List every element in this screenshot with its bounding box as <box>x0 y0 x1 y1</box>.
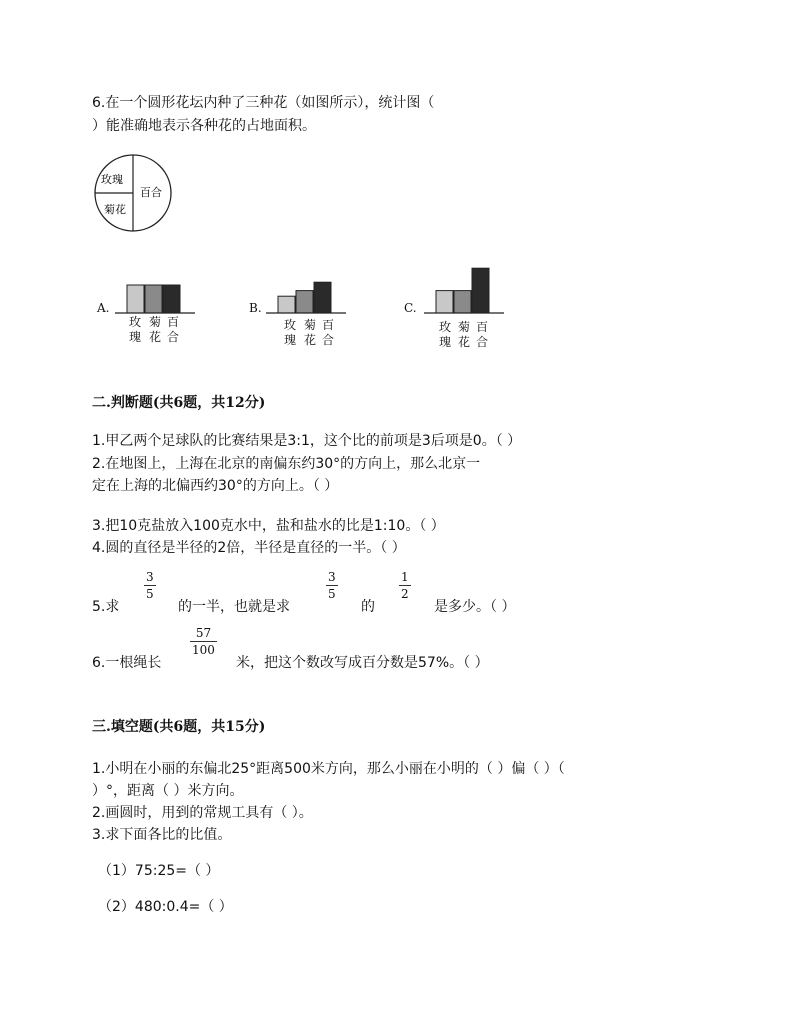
s2-q5-fraction3 <box>399 570 411 601</box>
s3-q3-sub1: （1）75:25=（ ） <box>98 863 220 879</box>
option-a-cat-chrysanthemum: 菊花 <box>148 315 161 344</box>
s3-q3: 3.求下面各比的比值。 <box>92 827 232 843</box>
fraction-numerator: 1 <box>401 570 409 584</box>
fraction-bar <box>144 585 156 586</box>
pie-label-rose: 玫瑰 <box>101 173 123 186</box>
s2-q2-line2: 定在上海的北偏西约30°的方向上。（ ） <box>92 478 339 494</box>
q6-text-line2: ）能准确地表示各种花的占地面积。 <box>92 118 316 134</box>
fraction-bar <box>326 585 338 586</box>
s3-q2: 2.画圆时，用到的常规工具有（ ）。 <box>92 805 313 821</box>
option-c-bar-3 <box>472 268 489 313</box>
option-c-cat-chrysanthemum: 菊花 <box>457 320 470 349</box>
section2-title: 二.判断题(共6题，共12分) <box>92 395 266 411</box>
s2-q5-fraction2 <box>326 570 338 601</box>
option-c-bar-2 <box>454 291 471 313</box>
s2-q5-mid: 的一半，也就是求 <box>178 599 290 615</box>
option-a-cat-lily: 百合 <box>166 315 179 344</box>
option-c-bar-1 <box>436 291 453 313</box>
fraction-bar <box>399 585 411 586</box>
fraction-numerator: 3 <box>328 570 336 584</box>
s2-q5-fraction1 <box>144 570 156 601</box>
fraction-denominator: 2 <box>401 587 409 601</box>
option-a-cat-rose: 玫瑰 <box>128 315 141 344</box>
option-b-cat-chrysanthemum: 菊花 <box>303 318 316 347</box>
option-a-bar-chart <box>115 270 195 318</box>
option-b-label: B. <box>249 301 262 315</box>
pie-label-chrysanthemum: 菊花 <box>104 203 126 216</box>
flower-bed-circle-diagram <box>92 152 174 234</box>
option-c-cat-lily: 百合 <box>475 320 488 349</box>
fraction-bar <box>190 641 217 642</box>
fraction-numerator: 3 <box>146 570 154 584</box>
option-c-bar-chart <box>424 266 504 318</box>
s2-q6-fraction <box>190 626 217 657</box>
q6-text-line1: 6.在一个圆形花坛内种了三种花（如图所示），统计图（ <box>92 95 435 111</box>
option-b-bar-1 <box>278 296 295 313</box>
s3-q1-line1: 1.小明在小丽的东偏北25°距离500米方向，那么小丽在小明的（ ）偏（ ）（ <box>92 761 565 777</box>
pie-label-lily: 百合 <box>140 186 162 199</box>
s2-q2-line1: 2.在地图上，上海在北京的南偏东约30°的方向上，那么北京一 <box>92 456 481 472</box>
fraction-denominator: 5 <box>328 587 336 601</box>
s2-q3: 3.把10克盐放入100克水中，盐和盐水的比是1:10。（ ） <box>92 518 445 534</box>
option-a-bar-3 <box>163 285 180 313</box>
s2-q6-prefix: 6.一根绳长 <box>92 655 162 671</box>
s3-q3-sub2: （2）480:0.4=（ ） <box>98 899 233 915</box>
s2-q5-of: 的 <box>361 599 375 615</box>
fraction-denominator: 100 <box>192 643 215 657</box>
option-b-bar-3 <box>314 282 331 313</box>
s2-q4: 4.圆的直径是半径的2倍，半径是直径的一半。（ ） <box>92 540 406 556</box>
s2-q5-prefix: 5.求 <box>92 599 120 615</box>
option-a-bar-2 <box>145 285 162 313</box>
option-b-bar-chart <box>266 270 346 318</box>
option-b-cat-rose: 玫瑰 <box>283 318 296 347</box>
option-c-label: C. <box>404 301 417 315</box>
option-b-bar-2 <box>296 291 313 313</box>
option-a-bar-1 <box>127 285 144 313</box>
option-b-cat-lily: 百合 <box>321 318 334 347</box>
s2-q1: 1.甲乙两个足球队的比赛结果是3:1，这个比的前项是3后项是0。（ ） <box>92 433 522 449</box>
fraction-numerator: 57 <box>195 626 212 640</box>
option-a-label: A. <box>97 301 110 315</box>
fraction-denominator: 5 <box>146 587 154 601</box>
option-c-cat-rose: 玫瑰 <box>438 320 451 349</box>
s2-q5-suffix: 是多少。（ ） <box>434 599 516 615</box>
s3-q1-line2: ）°，距离（ ）米方向。 <box>92 783 244 799</box>
section3-title: 三.填空题(共6题，共15分) <box>92 719 266 735</box>
s2-q6-suffix: 米，把这个数改写成百分数是57%。（ ） <box>236 655 489 671</box>
